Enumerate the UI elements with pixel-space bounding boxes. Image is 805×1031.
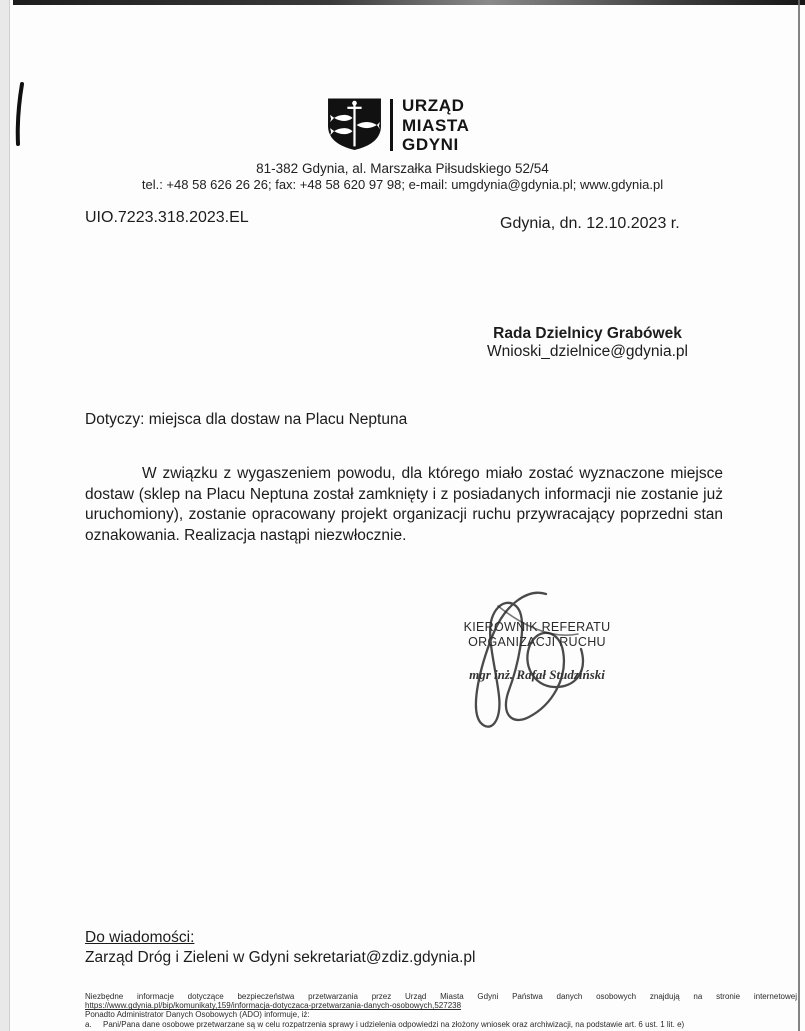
org-contact: tel.: +48 58 626 26 26; fax: +48 58 620 97 98; e-mail: umgdynia@gdynia.pl; www.gdynia.pl [141,177,664,192]
privacy-fineprint [85,992,797,1029]
addressee-name: Rada Dzielnicy Grabówek [493,325,682,342]
body-paragraph: W związku z wygaszeniem powodu, dla którego miało zostać wyznaczone miejsce dostaw (sklep na Placu Neptuna został zamknięty i z posiadanych informacji nie zostanie już uruchomiony), zostanie opracowany projekt organizacji ruchu przywracający poprzedni stan oznakowania. Realizacja nastąpi niezwłocznie. [85,465,723,544]
scan-pen-mark-artifact [8,80,32,150]
org-name-line3: GDYNI [402,135,459,154]
privacy-line3: Ponadto Administrator Danych Osobowych (ADO) informuje, iż: [85,1010,310,1020]
org-name-line2: MIASTA [402,115,470,135]
privacy-item-a [85,1020,797,1029]
privacy-item-a-marker: a. [85,1019,92,1029]
signature-block [452,620,622,683]
signatory-name: mgr inż. Rafał Studziński [469,667,605,682]
cc-recipient: Zarząd Dróg i Zieleni w Gdyni sekretariat@zdiz.gdynia.pl [85,949,476,966]
signatory-title-line1: KIEROWNIK REFERATU [463,620,611,634]
signatory-title-line2: ORGANIZACJI RUCHU [468,634,606,649]
scan-top-edge-artifact [13,0,805,5]
gdynia-coat-of-arms-icon [326,97,383,151]
scan-left-edge-artifact [0,0,10,1031]
org-name [402,96,522,155]
org-name-line1: URZĄD [402,96,465,115]
addressee-email: Wnioski_dzielnice@gdynia.pl [487,343,688,360]
letterhead-divider [390,99,393,151]
privacy-line1: Niezbędne informacje dotyczące bezpieczeństwa przetwarzania przez Urząd Miasta Gdyni Państwa danych osobowych znajdują na stronie internetowej [85,992,797,1001]
reference-number: UIO.7223.318.2023.EL [85,209,249,226]
letter-date: Gdynia, dn. 12.10.2023 r. [500,215,680,232]
org-address: 81-382 Gdynia, al. Marszałka Piłsudskiego 52/54 [256,161,549,176]
subject-line: Dotyczy: miejsca dla dostaw na Placu Neptuna [85,411,408,428]
cc-label: Do wiadomości: [85,929,195,946]
cc-block [85,928,475,968]
scan-right-edge-artifact [798,0,800,1031]
privacy-policy-link: https://www.gdynia.pl/bip/komunikaty,159/informacja-dotyczaca-przetwarzania-danych-osobowych,527238 [85,1001,462,1011]
privacy-item-a-text: Pani/Pana dane osobowe przetwarzane są w celu rozpatrzenia sprawy i udzielenia odpowiedzi na złożony wniosek oraz archiwizacji, na podstawie art. 6 ust. 1 lit. e) [103,1019,685,1029]
addressee-block [470,325,705,361]
